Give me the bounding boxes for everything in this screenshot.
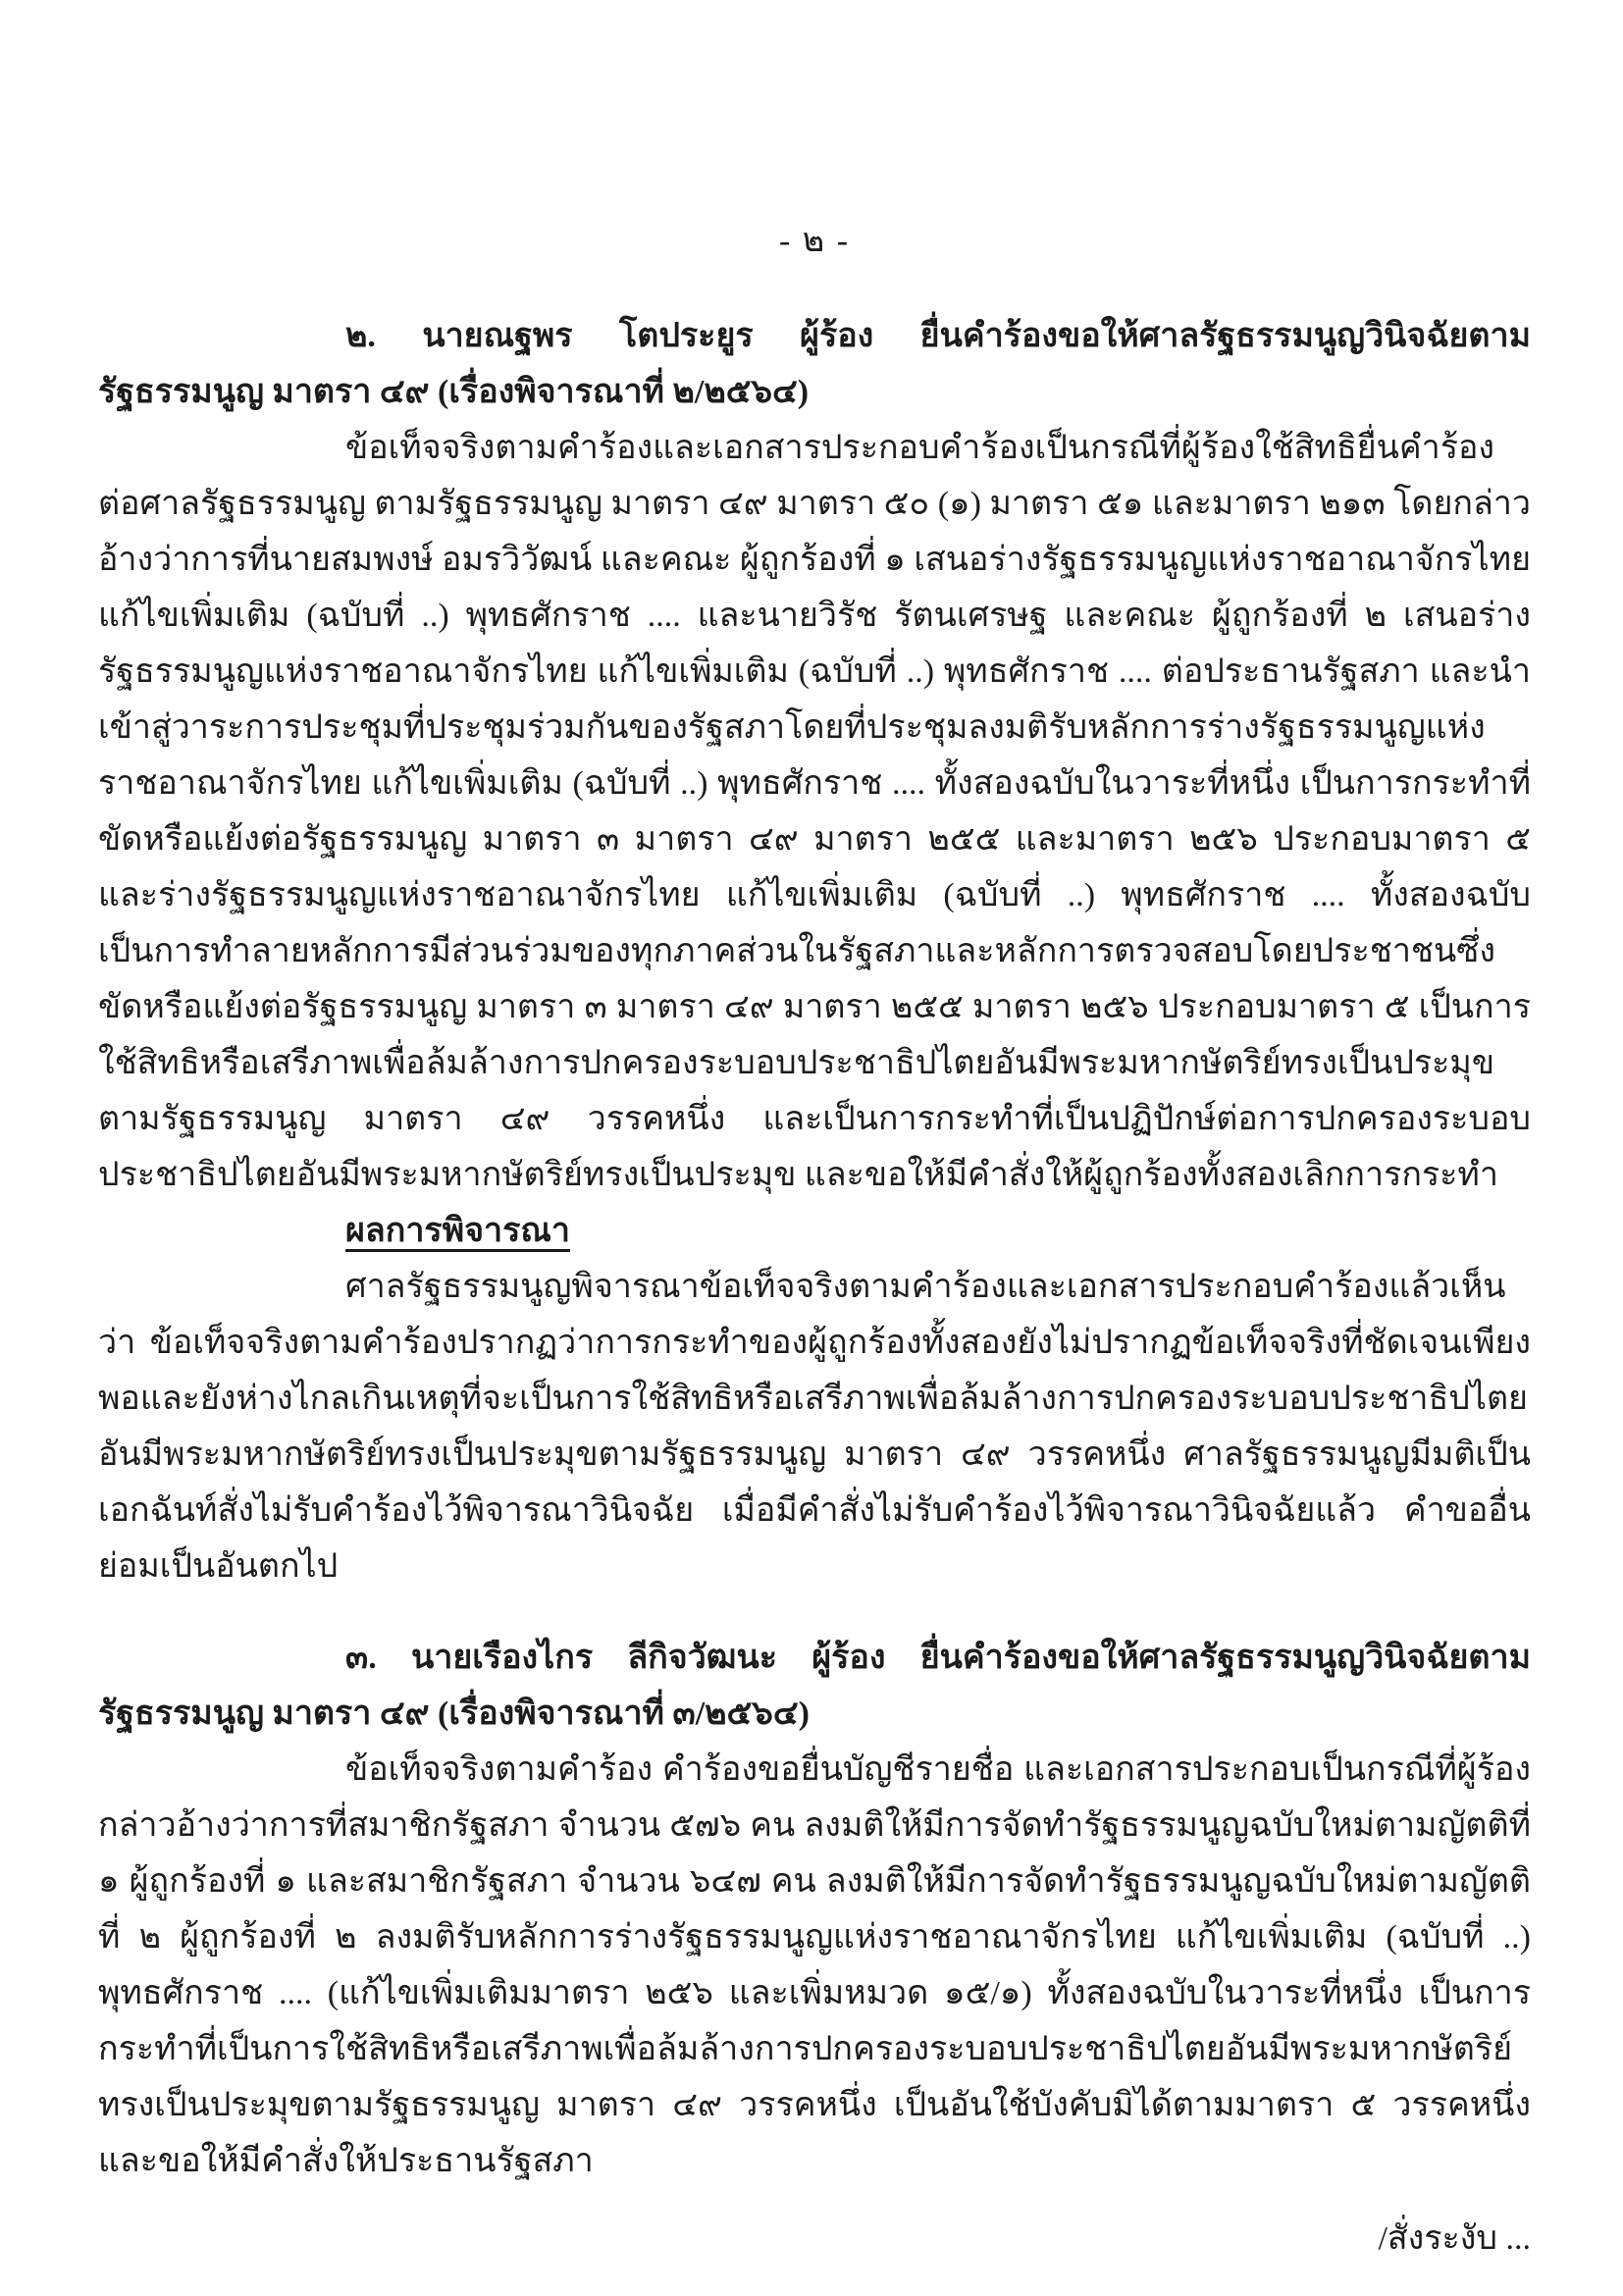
section-3-heading: ๓. นายเรืองไกร ลีกิจวัฒนะ ผู้ร้อง ยื่นคำร้องขอให้ศาลรัฐธรรมนูญวินิจฉัยตามรัฐธรรมนูญ มาตรา ๔๙ (เรื่องพิจารณาที่ ๓/๒๕๖๔) — [98, 1640, 1531, 1732]
page-number: - ๒ - — [778, 223, 851, 259]
section-2-heading: ๒. นายณฐพร โตประยูร ผู้ร้อง ยื่นคำร้องขอให้ศาลรัฐธรรมนูญวินิจฉัยตามรัฐธรรมนูญ มาตรา ๔๙ (เรื่องพิจารณาที่ ๒/๒๕๖๔) — [98, 318, 1531, 410]
result-heading-line — [98, 1203, 1531, 1259]
section-3-facts-paragraph: ข้อเท็จจริงตามคำร้อง คำร้องขอยื่นบัญชีรายชื่อ และเอกสารประกอบเป็นกรณีที่ผู้ร้องกล่าวอ้างว่าการที่สมาชิกรัฐสภา จำนวน ๕๗๖ คน ลงมติให้มีการจัดทำรัฐธรรมนูญฉบับใหม่ตามญัตติที่ ๑ ผู้ถูกร้องที่ ๑ และสมาชิกรัฐสภา จำนวน ๖๔๗ คน ลงมติให้มีการจัดทำรัฐธรรมนูญฉบับใหม่ตามญัตติที่ ๒ ผู้ถูกร้องที่ ๒ ลงมติรับหลักการร่างรัฐธรรมนูญแห่งราชอาณาจักรไทย แก้ไขเพิ่มเติม (ฉบับที่ ..) พุทธศักราช .... (แก้ไขเพิ่มเติมมาตรา ๒๕๖ และเพิ่มหมวด ๑๕/๑) ทั้งสองฉบับในวาระที่หนึ่ง เป็นการกระทำที่เป็นการใช้สิทธิหรือเสรีภาพเพื่อล้มล้างการปกครองระบอบประชาธิปไตยอันมีพระมหากษัตริย์ทรงเป็นประมุขตามรัฐธรรมนูญ มาตรา ๔๙ วรรคหนึ่ง เป็นอันใช้บังคับมิได้ตามมาตรา ๕ วรรคหนึ่ง และขอให้มีคำสั่งให้ประธานรัฐสภา — [98, 1751, 1531, 2179]
result-heading: ผลการพิจารณา — [345, 1213, 571, 1249]
continuation-note: /สั่งระงับ ... — [1378, 2220, 1531, 2257]
section-2-result-paragraph: ศาลรัฐธรรมนูญพิจารณาข้อเท็จจริงตามคำร้องและเอกสารประกอบคำร้องแล้วเห็นว่า ข้อเท็จจริงตามคำร้องปรากฏว่าการกระทำของผู้ถูกร้องทั้งสองยังไม่ปรากฏข้อเท็จจริงที่ชัดเจนเพียงพอและยังห่างไกลเกินเหตุที่จะเป็นการใช้สิทธิหรือเสรีภาพเพื่อล้มล้างการปกครองระบอบประชาธิปไตยอันมีพระมหากษัตริย์ทรงเป็นประมุขตามรัฐธรรมนูญ มาตรา ๔๙ วรรคหนึ่ง ศาลรัฐธรรมนูญมีมติเป็นเอกฉันท์สั่งไม่รับคำร้องไว้พิจารณาวินิจฉัย เมื่อมีคำสั่งไม่รับคำร้องไว้พิจารณาวินิจฉัยแล้ว คำขออื่นย่อมเป็นอันตกไป — [98, 1269, 1531, 1585]
section-2-facts-paragraph: ข้อเท็จจริงตามคำร้องและเอกสารประกอบคำร้องเป็นกรณีที่ผู้ร้องใช้สิทธิยื่นคำร้องต่อศาลรัฐธรรมนูญ ตามรัฐธรรมนูญ มาตรา ๔๙ มาตรา ๕๐ (๑) มาตรา ๕๑ และมาตรา ๒๑๓ โดยกล่าวอ้างว่าการที่นายสมพงษ์ อมรวิวัฒน์ และคณะ ผู้ถูกร้องที่ ๑ เสนอร่างรัฐธรรมนูญแห่งราชอาณาจักรไทย แก้ไขเพิ่มเติม (ฉบับที่ ..) พุทธศักราช .... และนายวิรัช รัตนเศรษฐ และคณะ ผู้ถูกร้องที่ ๒ เสนอร่างรัฐธรรมนูญแห่งราชอาณาจักรไทย แก้ไขเพิ่มเติม (ฉบับที่ ..) พุทธศักราช .... ต่อประธานรัฐสภา และนำเข้าสู่วาระการประชุมที่ประชุมร่วมกันของรัฐสภาโดยที่ประชุมลงมติรับหลักการร่างรัฐธรรมนูญแห่งราชอาณาจักรไทย แก้ไขเพิ่มเติม (ฉบับที่ ..) พุทธศักราช .... ทั้งสองฉบับในวาระที่หนึ่ง เป็นการกระทำที่ขัดหรือแย้งต่อรัฐธรรมนูญ มาตรา ๓ มาตรา ๔๙ มาตรา ๒๕๕ และมาตรา ๒๕๖ ประกอบมาตรา ๕ และร่างรัฐธรรมนูญแห่งราชอาณาจักรไทย แก้ไขเพิ่มเติม (ฉบับที่ ..) พุทธศักราช .... ทั้งสองฉบับเป็นการทำลายหลักการมีส่วนร่วมของทุกภาคส่วนในรัฐสภาและหลักการตรวจสอบโดยประชาชนซึ่งขัดหรือแย้งต่อรัฐธรรมนูญ มาตรา ๓ มาตรา ๔๙ มาตรา ๒๕๕ มาตรา ๒๕๖ ประกอบมาตรา ๕ เป็นการใช้สิทธิหรือเสรีภาพเพื่อล้มล้างการปกครองระบอบประชาธิปไตยอันมีพระมหากษัตริย์ทรงเป็นประมุขตามรัฐธรรมนูญ มาตรา ๔๙ วรรคหนึ่ง และเป็นการกระทำที่เป็นปฏิปักษ์ต่อการปกครองระบอบประชาธิปไตยอันมีพระมหากษัตริย์ทรงเป็นประมุข และขอให้มีคำสั่งให้ผู้ถูกร้องทั้งสองเลิกการกระทำ — [98, 430, 1531, 1193]
